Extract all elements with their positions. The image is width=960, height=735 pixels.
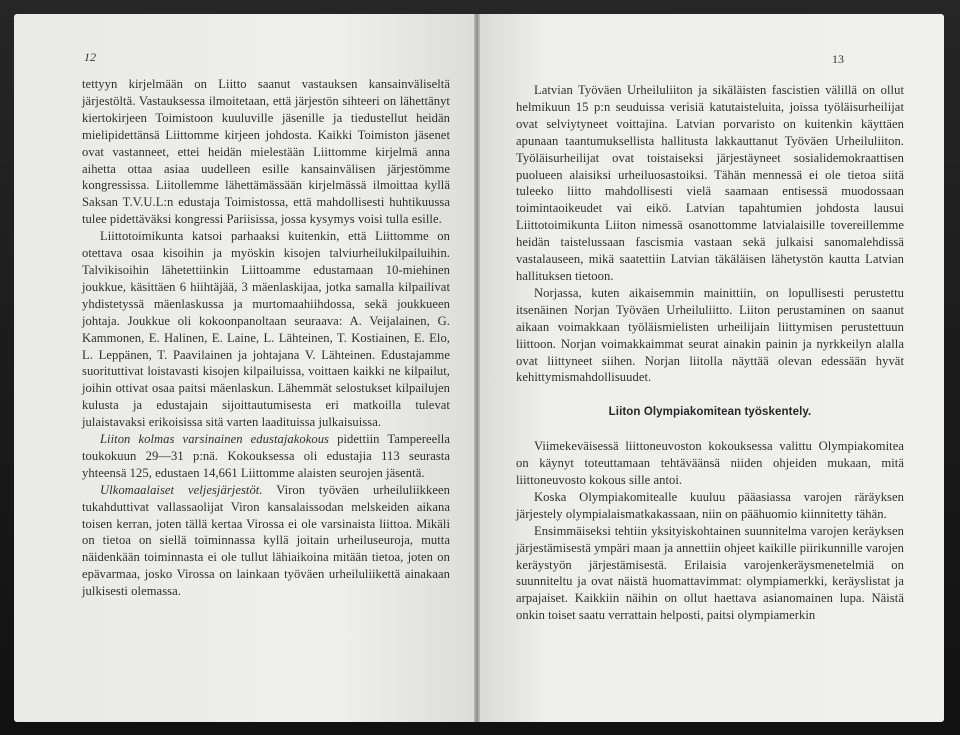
right-paragraph-3 bbox=[516, 438, 904, 489]
left-paragraph-4 bbox=[82, 482, 450, 600]
page-number-left: 12 bbox=[84, 50, 96, 64]
paragraph-text: Ensimmäiseksi tehtiin yksityiskohtainen suunnitelma varojen keräyksen järjestämisestä ympäri maan ja annettiin ohjeet kaikille piirikunnille varojen keräystyön järjestämisestä. Erilaisia varojenkeräysmenetelmiä on suunniteltu ja ovat näistä huomattavimmat: olympiamerkki, keräyslistat ja arpajaiset. Kaikkiin näihin on ollut haettava asianomainen lupa. Näistä onkin toiset saatu verrattain helposti, paitsi olympiamerkin bbox=[516, 523, 904, 623]
right-paragraph-4 bbox=[516, 489, 904, 523]
paragraph-text: Viron työväen urheiluliikkeen tukahduttivat vallassaolijat Viron kansalaissodan melskeiden aikana toisen kerran, joten tällä kertaa Virossa ei ole varsinaista liittoa. Mikäli on tietoa on siellä toiminnassa kyllä joitain urheiluseuroja, mutta näidenkään toiminnasta ei ole tullut lähiaikoina mitään tietoa, joten on epävarmaa, josko Virossa on lainkaan työväen urheiluliikettä ainakaan julkisesti olemassa. bbox=[82, 482, 450, 599]
left-paragraph-3 bbox=[82, 431, 450, 482]
left-page bbox=[14, 14, 476, 722]
section-heading: Liiton Olympiakomitean työskentely. bbox=[608, 406, 812, 419]
paragraph-text: Norjassa, kuten aikaisemmin mainittiin, on lopullisesti perustettu itsenäinen Norjan Työväen Urheiluliitto. Liiton perustaminen on saanut aikaan voimakkaan työläismielisten urheilijain liittymisen perustettuun liittoon. Norjan voimakkaimmat seurat ainakin painin ja nyrkkeilyn alalla ovat liittyneet siihen. Norjan liitolla näyttää olevan edessään hyvät kehittymismahdollisuudet. bbox=[516, 285, 904, 385]
left-paragraph-2 bbox=[82, 228, 450, 431]
page-number-right: 13 bbox=[832, 52, 844, 66]
paragraph-text: Koska Olympiakomitealle kuuluu pääasiassa varojen räräyksen järjestely olympialaismatkakassaan, niin on päähuomio kiinnitetty tähän. bbox=[516, 489, 904, 521]
left-paragraph-1 bbox=[82, 76, 450, 228]
left-page-text bbox=[82, 76, 450, 600]
paragraph-lead-italic: Liiton kolmas varsinainen edustajakokous bbox=[100, 432, 330, 447]
right-paragraph-2 bbox=[516, 285, 904, 386]
right-paragraph-1 bbox=[516, 82, 904, 285]
paragraph-lead-italic: Ulkomaalaiset veljesjärjestöt. bbox=[100, 482, 263, 497]
paragraph-text: Viimekeväisessä liittoneuvoston kokouksessa valittu Olympiakomitea on käynyt toteuttamaan tehtäväänsä niiden ohjeiden mukaan, mitä liittoneuvosto kokous sille antoi. bbox=[516, 439, 904, 488]
paragraph-text: Latvian Työväen Urheiluliiton ja sikäläisten fascistien välillä on ollut helmikuun 15 p:n seuduissa verisiä katutaisteluita, joissa työläisurheilijat ovat selviytyneet voittajina. Latvian porvaristo on kuitenkin käyttäen apunaan taantumuksellista hallitusta lakkauttanut Työväen Urheiluliiton. Työläisurheilijat ovat toistaiseksi järjestäyneet sosialidemokraattisen puolueen alaisiksi urheiluosastoiksi. Tähän mennessä ei ole tietoa siitä tuleeko liitto mahdollisesti vielä saamaan entisessä muodossaan toimintaoikeudet vai eikö. Latvian tapahtumien johdosta lausui Liittotoimikunta Liiton nimessä osanottomme latvialaisille tovereillemme heidän taistelussaan fascismia vastaan sekä julkaisi sanomalehdissä vastalauseen, mikä saatettiin Latvian täkäläisen lähetystön kautta Latvian hallituksen tietoon. bbox=[516, 83, 904, 283]
book-gutter bbox=[474, 14, 480, 722]
right-paragraph-5 bbox=[516, 523, 904, 624]
paragraph-text: Liittotoimikunta katsoi parhaaksi kuitenkin, että Liittomme on otettava osaa kisoihin ja myöskin kisojen talviurheilukilpailuihin. Talvikisoihin lähetettiinkin Liittoamme edustamaan 10-miehinen joukkue, käsittäen 6 hiihtäjää, 3 mäenlaskijaa, jotka samalla kilpailivat yhdistetyssä mäenlaskussa ja murtomaahiihdossa, sekä joukkueen johtaja. Joukkue oli kokoonpanoltaan seuraava: A. Veijalainen, G. Kammonen, E. Halinen, E. Laine, L. Lähteinen, T. Kostiainen, E. Elo, L. Leppänen, T. Paavilainen ja johtajana V. Lähteinen. Edustajamme suorituttivat loistavasti kisojen kilpailuissa, voittaen kaikki ne kilpailut, joihin ottivat osaa paitsi mäenlaskun. Lähemmät selostukset kilpailujen kulusta ja edustajain sijoittautumisesta eri matkoilla tulevat julaistavaksi erikoisissa sitä varten laadituissa julkaisuissa. bbox=[82, 229, 450, 430]
paragraph-text: tettyyn kirjelmään on Liitto saanut vastauksen kansainväliseltä järjestöltä. Vastauksessa ilmoitetaan, että järjestön sihteeri on lähettänyt kiertokirjeen Toimistoon kuuluville jäsenille ja tiedustellut heidän mielipidettänsä Liittomme kirjeen johdosta. Kaikki Toimiston jäsenet ovat vastanneet, ettei heidän mielestään Liittomme kirjelmä anna aihetta ottaa asiaa uudelleen esille kansainvälisen järjestömme kongressissa. Liitollemme lähettämässään kirjelmässä ilmoittaa kyllä Saksan T.V.U.L:n edustaja Toimistossa, että mahdollisesti huhtikuussa tulee pidettäväksi kongressi Pariisissa, jossa kysymys voisi tulla esille. bbox=[82, 77, 450, 227]
paragraph-text: pidettiin Tampereella toukokuun 29—31 p:nä. Kokouksessa oli edustajia 113 seurasta yhteensä 125, edustaen 14,661 Liittomme alaisten seurojen jäsentä. bbox=[82, 432, 450, 480]
right-page-text bbox=[516, 82, 904, 624]
right-page bbox=[478, 14, 944, 722]
